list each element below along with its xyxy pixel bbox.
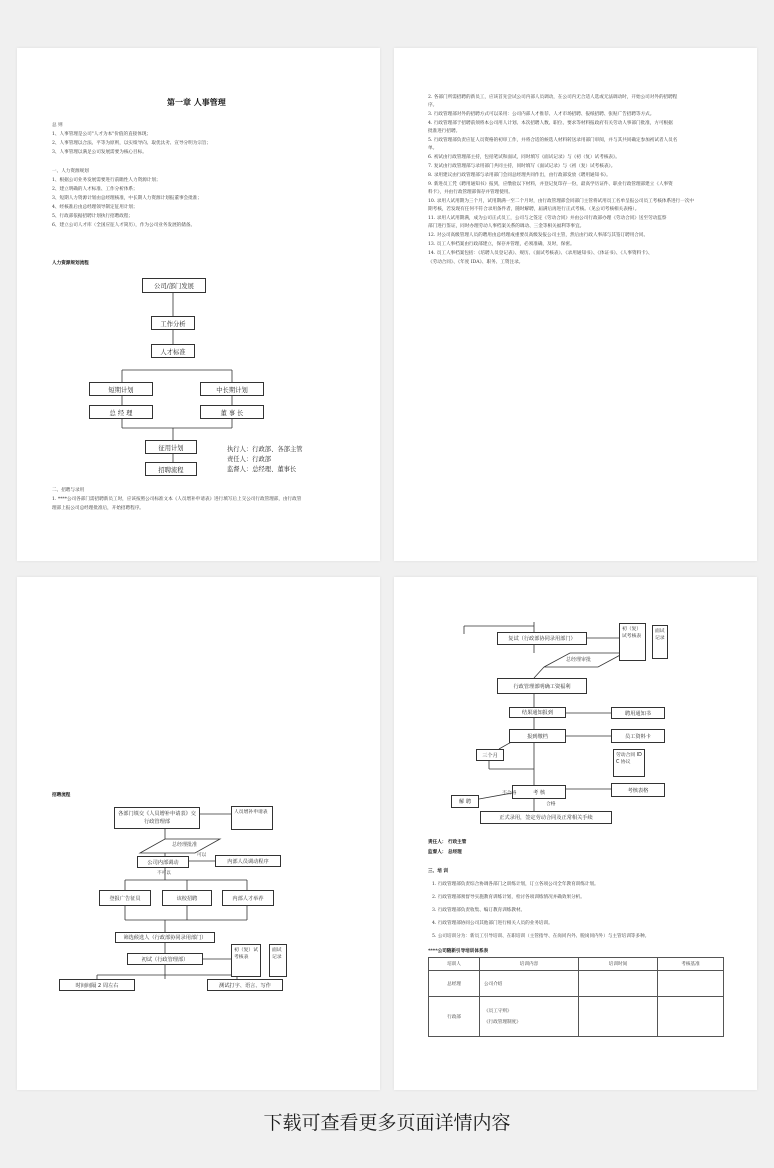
recruit-text-line: 7. 复试由行政管理部与录用部门共同主持，同时填写《面试记录》与《初（复）试考核表》。	[428, 164, 616, 169]
supervising-person: 监督人： 总经理	[428, 850, 462, 855]
footer-caption: 下载可查看更多页面详情内容	[263, 1112, 511, 1134]
recruit-heading: 二、招聘与录用	[52, 488, 85, 493]
flow-submit-request: 各部门填交《人员增补申请表》交行政管理部	[114, 807, 200, 829]
flow-salary-benefits: 行政管理部明确工资福利	[497, 678, 587, 694]
recruit-text-line: 6. 初试由行政管理部主持，包括笔试和面试，同时填写《面试记录》与《初（复）试考核表》。	[428, 155, 620, 160]
table-row	[429, 971, 724, 997]
recruit-text-line: 11. 录用人试用期满，成为公司正式员工，公司与之签定《劳动合同》并由公司行政部办理《劳动合同》送至劳动监察	[428, 216, 667, 221]
training-item: 2. 行政管理部须督导实施教育训练计划，检讨各项训练情况并确效果分析。	[432, 895, 585, 900]
table-header: 培训时间	[579, 958, 658, 971]
recruit-paragraph-line: 理部上报公司总经理批准后，开始招聘程序。	[52, 506, 144, 511]
table-row	[429, 997, 724, 1037]
flow-dept-development: 公司/部门发展	[142, 278, 206, 293]
flow-job-analysis: 工作分析	[151, 316, 195, 330]
flow-second-interview: 复试（行政部协同录用部门）	[497, 632, 587, 645]
flow-general-manager: 总 经 理	[89, 405, 153, 419]
flow-result-notice: 结果通知报到	[509, 707, 566, 718]
doc-assessment-form: 考核表格	[611, 783, 665, 797]
flow-campus-recruit: 该校招聘	[162, 890, 212, 906]
recruit-text-line: 13. 员工人事档案由行政部建立，保存并管理，必须准确，及时，保密。	[428, 242, 575, 247]
hr-planning-heading: 一、人力资源规划	[52, 169, 89, 174]
flow-chairman: 董 事 长	[200, 405, 264, 419]
hr-planning-item: 4、经核准后由总经理领导制定征用计划；	[52, 205, 138, 210]
flow-newspaper-ad: 登报广告征员	[99, 890, 151, 906]
recruit-text-line: 14. 员工人事档案包括：《培聘人员登记表》、规历、《面试考核表》、《录用通知书》、《体证书》、《人事资料卡》、	[428, 251, 653, 256]
flow-label-fail: 不合格	[502, 791, 517, 796]
doc-interview-record: 面试记录	[269, 944, 287, 977]
responsibility-supervisor: 监督人：总经理、董事长	[227, 466, 297, 473]
flow-talent-standard: 人才标准	[151, 344, 195, 358]
table-cell	[658, 971, 724, 997]
flow-transfer-procedure: 内部人员调动程序	[215, 855, 281, 867]
recruit-flow-connectors	[17, 577, 380, 1090]
flow-label-possible: 可以	[197, 853, 207, 858]
flow-hire-plan: 征用计划	[145, 440, 197, 454]
flow-three-months: 三个月	[476, 749, 504, 761]
table-cell: 总经理	[429, 971, 480, 997]
flow-mid-term-plan: 中长期计划	[200, 382, 264, 396]
table-cell: 公司介绍	[480, 971, 579, 997]
chapter-title: 第一章 人事管理	[167, 97, 226, 107]
flow-label-pass: 合格	[546, 802, 556, 807]
training-table-title: ****公司随新引导培训体系表	[428, 949, 489, 954]
doc-eval-form: 初（复）试考核表	[619, 623, 646, 661]
responsibility-executor: 执行人：行政部、各部主管	[227, 446, 303, 453]
flowchart-label: 人力资源规划流程	[52, 261, 89, 266]
recruit-text-line: 《劳动合同》、《年度 IDA》、职务、工资注录。	[428, 260, 524, 265]
recruit-text-line: 料卡》，并由行政管理部保存并管理使用。	[428, 190, 513, 195]
doc-interview-eval: 初（复）试考核表	[231, 944, 261, 977]
hr-planning-item: 2、建立明确的人才标准、工作分析体系；	[52, 187, 138, 192]
flow-interval-note: 时间间隔 2 周左右	[59, 979, 135, 991]
doc-staff-card: 员工资料卡	[611, 729, 665, 743]
responsibility-owner: 责任人：行政部	[227, 456, 272, 463]
table-header-row	[429, 958, 724, 971]
document-page-3	[17, 577, 380, 1090]
flow-report-file: 报到缴档	[509, 729, 566, 743]
doc-labor-contract: 劳动合同 IDC 协议	[613, 749, 645, 777]
flow-formal-hire: 正式录用，签定劳动合同及正常相关手续	[480, 811, 612, 824]
recruit-text-line: 部门进行鉴证，同时办理劳动人事档案关系的调动、三金等相关福利等事宜。	[428, 224, 585, 229]
hr-planning-item: 5、行政部依据招聘计划执行招聘政程；	[52, 214, 134, 219]
recruit-text-line: 期考核，若发现有任何不符合录用条件者，随时解聘，届满后再进行正式考核。（见公司考核相关表格）。	[428, 207, 640, 212]
hr-planning-item: 3、短期人力资源计划由总经理核准，中长期人力资源计划报董事会批准；	[52, 196, 202, 201]
recruit-text-line: 2. 各部门所需招聘的新员工，应该首先尝试公司内部人员调动，在公司内无合适人选或无法调动时，开始公司对外的招聘程	[428, 95, 678, 100]
training-item: 5. 公司培训分为：新员工引导培训、在职培训（主管指导、在岗同内外、脱岗同内外）与主管培训等多种。	[432, 934, 650, 939]
flow-recruit-process: 招聘流程	[145, 462, 197, 476]
document-page-2	[394, 48, 757, 561]
recruit-paragraph-line: 1. ****公司各部门需招聘新员工时，应该按照公司标准文本《人员增补申请表》进行填写后上交公司行政管理部，由行政管	[52, 497, 302, 502]
hr-planning-item: 1、根据公司业务发展需要进行前瞻性人力资源计划；	[52, 178, 161, 183]
flow-assessment: 考 核	[512, 785, 566, 799]
recruit-text-line: 9. 新进员工凭《聘用通知书》报到，应缴验以下材料，并登记复印存一份，最高学历证件、职业行政管理部建立《人事资	[428, 182, 673, 187]
flow-label-impossible: 不可以	[157, 871, 171, 876]
table-cell: 行政部	[429, 997, 480, 1037]
flow-internal-transfer: 公司内部调动	[137, 856, 189, 868]
general-heading: 总 则	[52, 123, 63, 128]
training-heading: 三、培 训	[428, 869, 448, 874]
recruit-text-line: 5. 行政管理部负责应征人员资格的初审工作，并将合适的候选人材料转送录用部门审阅，并与其共同确定参加初试者人员名	[428, 138, 678, 143]
recruit-text-line: 10. 录用人试用期为三个月，试用期满一至二个月时，由行政管理部会同部门主管将试用员工名单呈报公司员工考核体系进行一次中	[428, 199, 695, 204]
doc-staff-request-form: 人员增补申请表	[231, 806, 273, 830]
hr-planning-item: 6、建立公司人才库（全国应征人才简历），作为公司业务发展的储备。	[52, 223, 196, 228]
table-cell	[579, 971, 658, 997]
table-cell	[579, 997, 658, 1037]
table-cell: 《员工守则》 《行政管理制度》	[480, 997, 579, 1037]
responsible-person: 责任人： 行政主管	[428, 840, 467, 845]
table-cell	[658, 997, 724, 1037]
flow-short-term-plan: 短期计划	[89, 382, 153, 396]
recruit-text-line: 单。	[428, 146, 438, 151]
recruit-text-line: 序。	[428, 103, 438, 108]
document-page-4	[394, 577, 757, 1090]
training-item: 1. 行政管理部负责综合协调各部门之训练计划，订立各项公司全年教育训练计划。	[432, 882, 599, 887]
recruit-text-line: 批准进行招聘。	[428, 129, 461, 134]
flow-dismiss: 解 聘	[451, 795, 479, 808]
flow-tests: 测试打字、语言、写作	[207, 979, 283, 991]
training-item: 3. 行政管理部负责收集、编订教育训练教材。	[432, 908, 526, 913]
training-table	[428, 957, 724, 1037]
flow-gm-approval: 总经理批准	[172, 842, 198, 848]
flow-first-interview: 初试（行政管理部）	[127, 953, 203, 965]
doc-hire-letter: 聘用通知书	[611, 707, 665, 719]
general-item: 1、人事管理是公司"人才为本"价值的直接体现；	[52, 132, 152, 137]
document-page-1	[17, 48, 380, 561]
table-header: 培训内容	[480, 958, 579, 971]
recruit-text-line: 12. 对公司高级管理人员的聘用由总经理成重要员高级发报公司主管，然后由行政人事部与其签订聘用合同。	[428, 233, 649, 238]
flowchart-label: 招聘流程	[52, 793, 71, 798]
hr-flow-connectors	[17, 48, 380, 561]
flow-gm-approval: 总经理审批	[566, 657, 592, 663]
flow-internal-referral: 内部人才举荐	[222, 890, 274, 906]
training-item: 4. 行政管理部协同公司其他部门进行相关人员的业务培训。	[432, 921, 553, 926]
table-header: 培训人	[429, 958, 480, 971]
general-item: 3、人事管理以满足公司发展需要为核心目标。	[52, 150, 147, 155]
table-header: 考核基准	[658, 958, 724, 971]
recruit-text-line: 3. 行政管理部对外的招聘方式可以采用：公司内部人才推荐、人才市场招聘、报纸招聘、张贴广告招聘等方式。	[428, 112, 655, 117]
recruit-text-line: 4. 行政管理部于招聘前须将本公司用人计划、本次招聘人数、职位、要求等材料报政府有关劳动人事部门批准，方可根据	[428, 121, 673, 126]
general-item: 2、人事管理以合法、平等为原则，以实绩导向、取优汰劣、宣导分明为宗旨；	[52, 141, 212, 146]
doc-interview-record: 面试记录	[652, 625, 668, 659]
recruit-text-line: 8. 录用建议由行政管理部与录用部门会同总经理共同作出，由行政部发放《聘用通知书》。	[428, 173, 611, 178]
flow-screen-candidates: 筛选候选人（行政部协同录用部门）	[115, 932, 215, 943]
